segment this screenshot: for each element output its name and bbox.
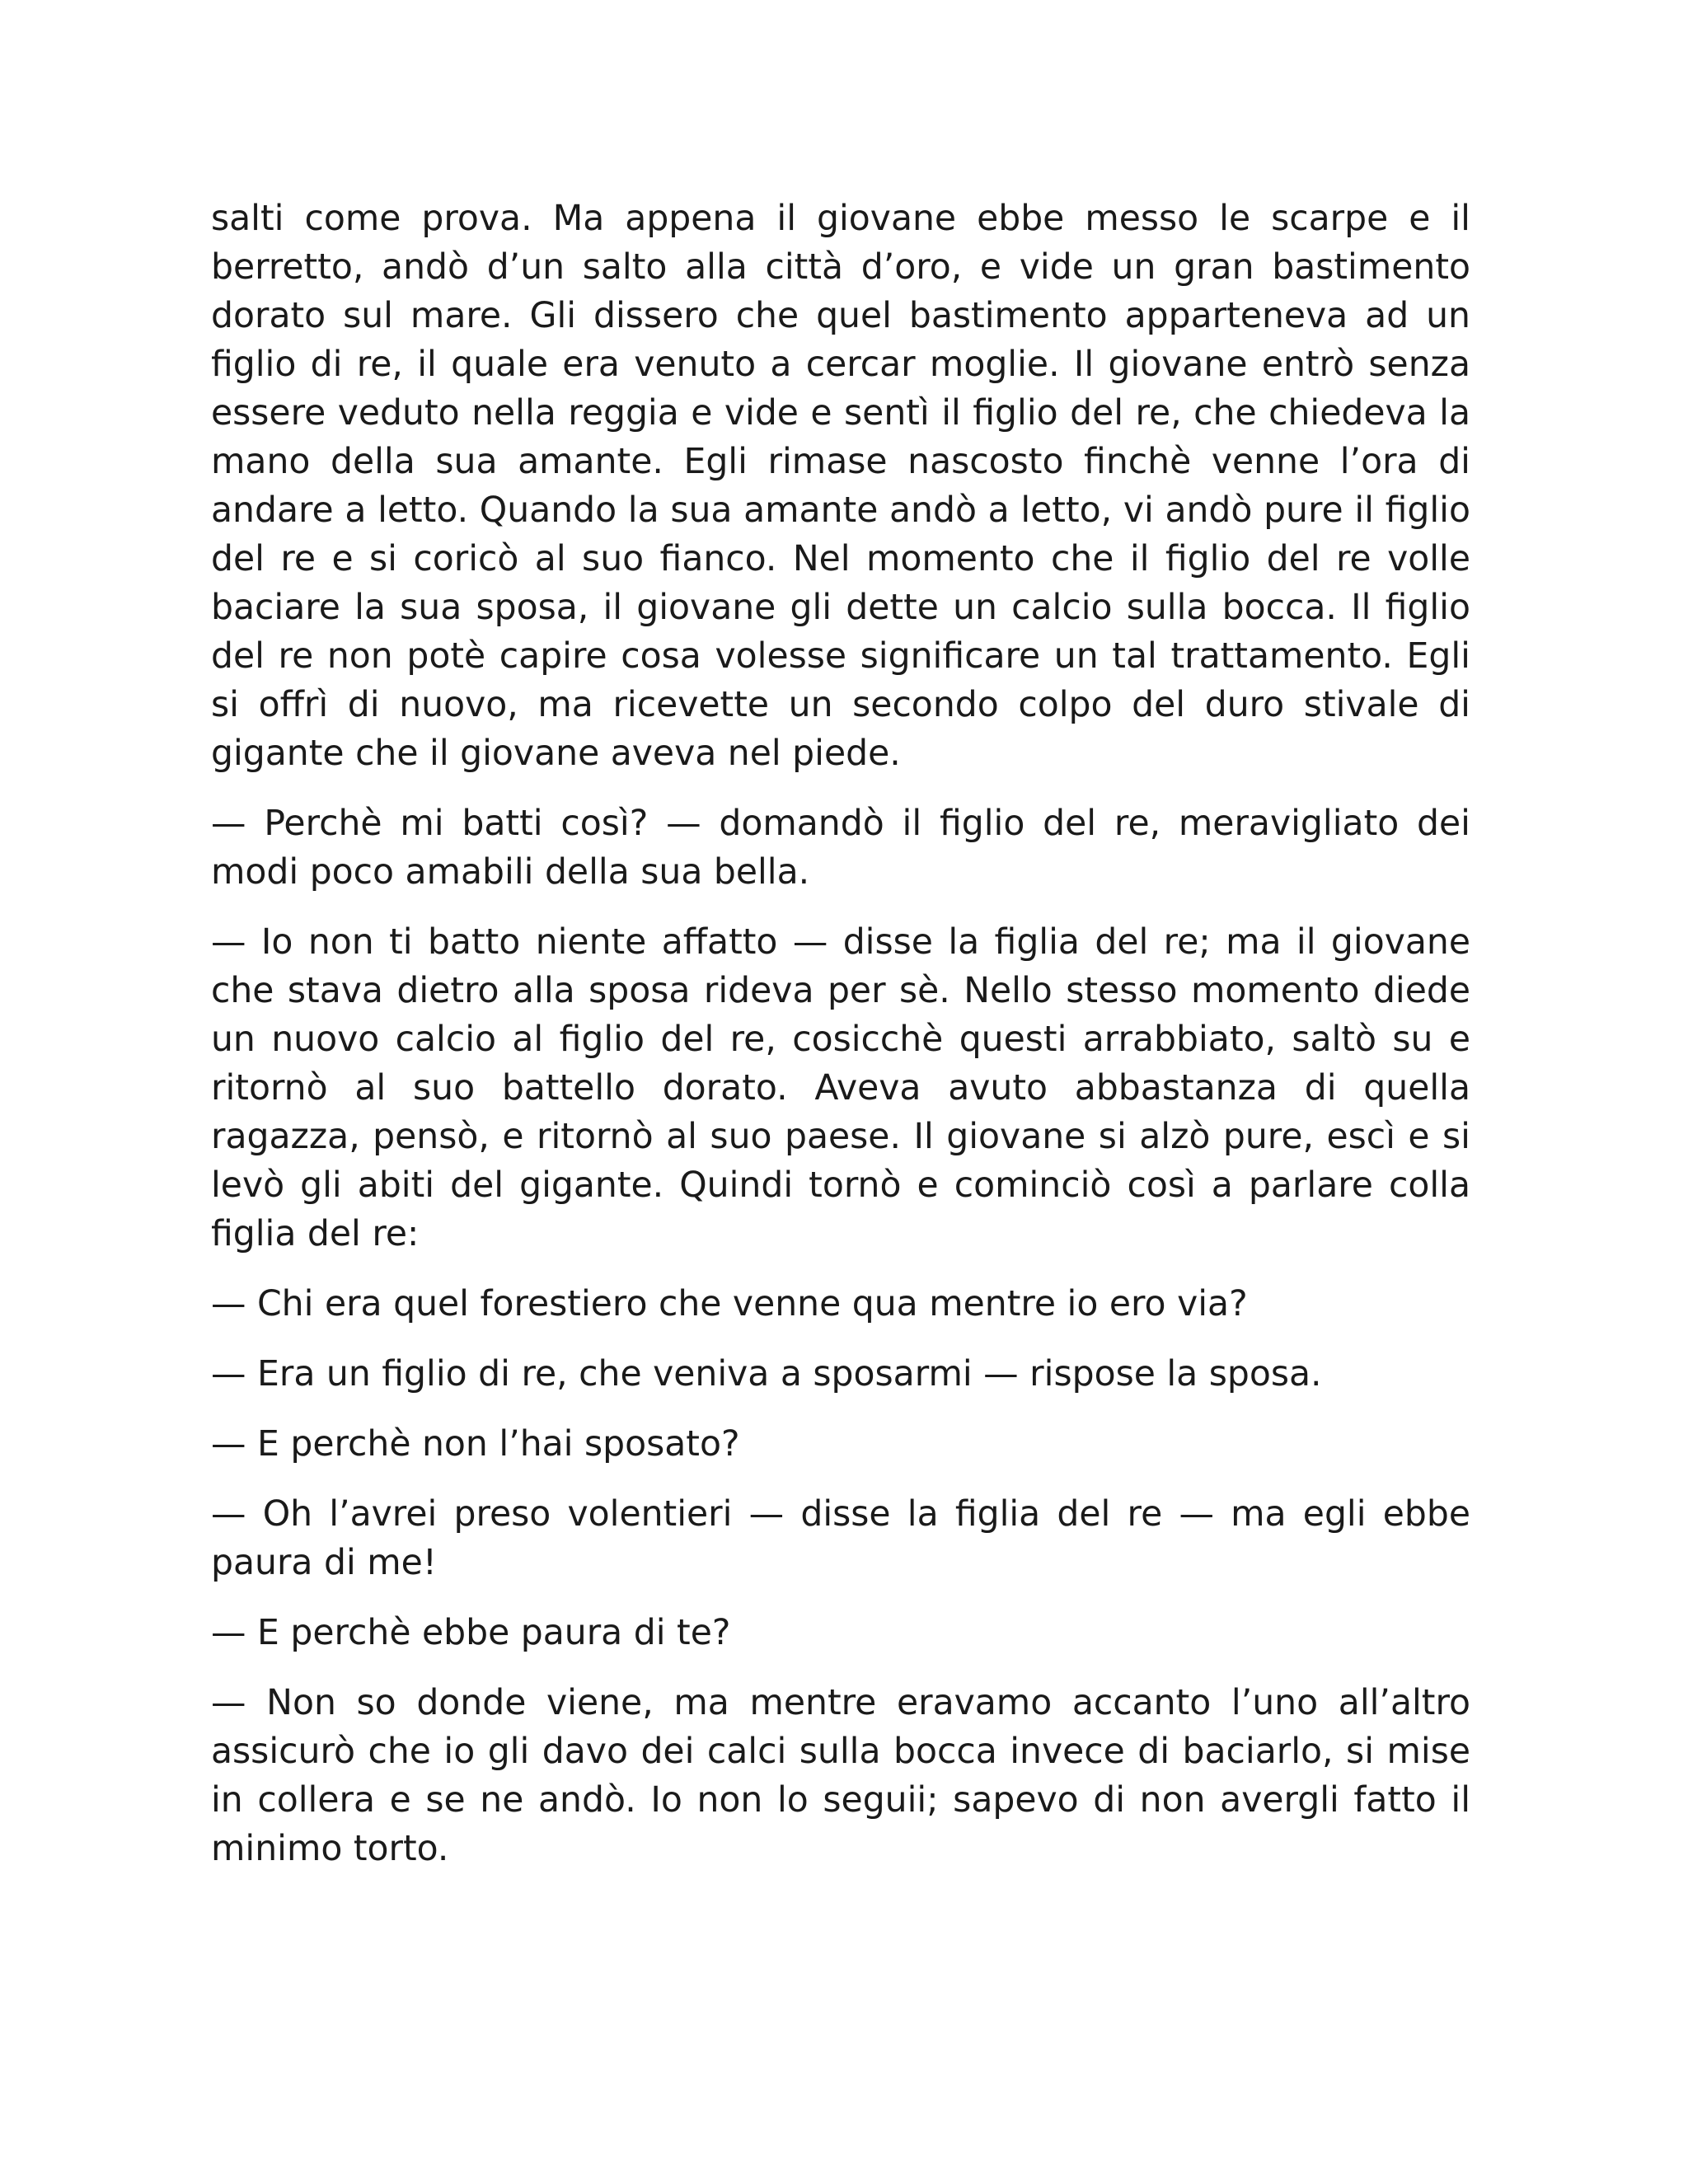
- paragraph: — Era un figlio di re, che veniva a sposarmi — rispose la sposa.: [211, 1354, 1322, 1394]
- paragraph: — Perchè mi batti così? — domandò il figlio del re, meravigliato dei modi poco amabili della sua bella.: [211, 804, 1470, 893]
- paragraph: — Non so donde viene, ma mentre eravamo accanto l’uno all’altro assicurò che io gli davo dei calci sulla bocca invece di baciarlo, si mise in collera e se ne andò. Io non lo seguii; sapevo di non avergli fatto il minimo torto.: [211, 1683, 1470, 1869]
- paragraph: salti come prova. Ma appena il giovane ebbe messo le scarpe e il berretto, andò d’un salto alla città d’oro, e vide un gran bastimento dorato sul mare. Gli dissero che quel bastimento apparteneva ad un figlio di re, il quale era venuto a cercar moglie. Il giovane entrò senza essere veduto nella reggia e vide e sentì il figlio del re, che chiedeva la mano della sua amante. Egli rimase nascosto finchè venne l’ora di andare a letto. Quando la sua amante andò a letto, vi andò pure il figlio del re e si coricò al suo fianco. Nel momento che il figlio del re volle baciare la sua sposa, il giovane gli dette un calcio sulla bocca. Il figlio del re non potè capire cosa volesse significare un tal trattamento. Egli si offrì di nuovo, ma ricevette un secondo colpo del duro stivale di gigante che il giovane aveva nel piede.: [211, 199, 1470, 774]
- paragraph: — Io non ti batto niente affatto — disse la figlia del re; ma il giovane che stava dietro alla sposa rideva per sè. Nello stesso momento diede un nuovo calcio al figlio del re, cosicchè questi arrabbiato, saltò su e ritornò al suo battello dorato. Aveva avuto abbastanza di quella ragazza, pensò, e ritornò al suo paese. Il giovane si alzò pure, escì e si levò gli abiti del gigante. Quindi tornò e cominciò così a parlare colla figlia del re:: [211, 922, 1470, 1254]
- paragraph: — Oh l’avrei preso volentieri — disse la figlia del re — ma egli ebbe paura di me!: [211, 1494, 1470, 1583]
- page-body: [211, 194, 1470, 1895]
- paragraph: — Chi era quel forestiero che venne qua mentre io ero via?: [211, 1284, 1248, 1324]
- paragraph: — E perchè ebbe paura di te?: [211, 1613, 731, 1653]
- paragraph: — E perchè non l’hai sposato?: [211, 1424, 740, 1465]
